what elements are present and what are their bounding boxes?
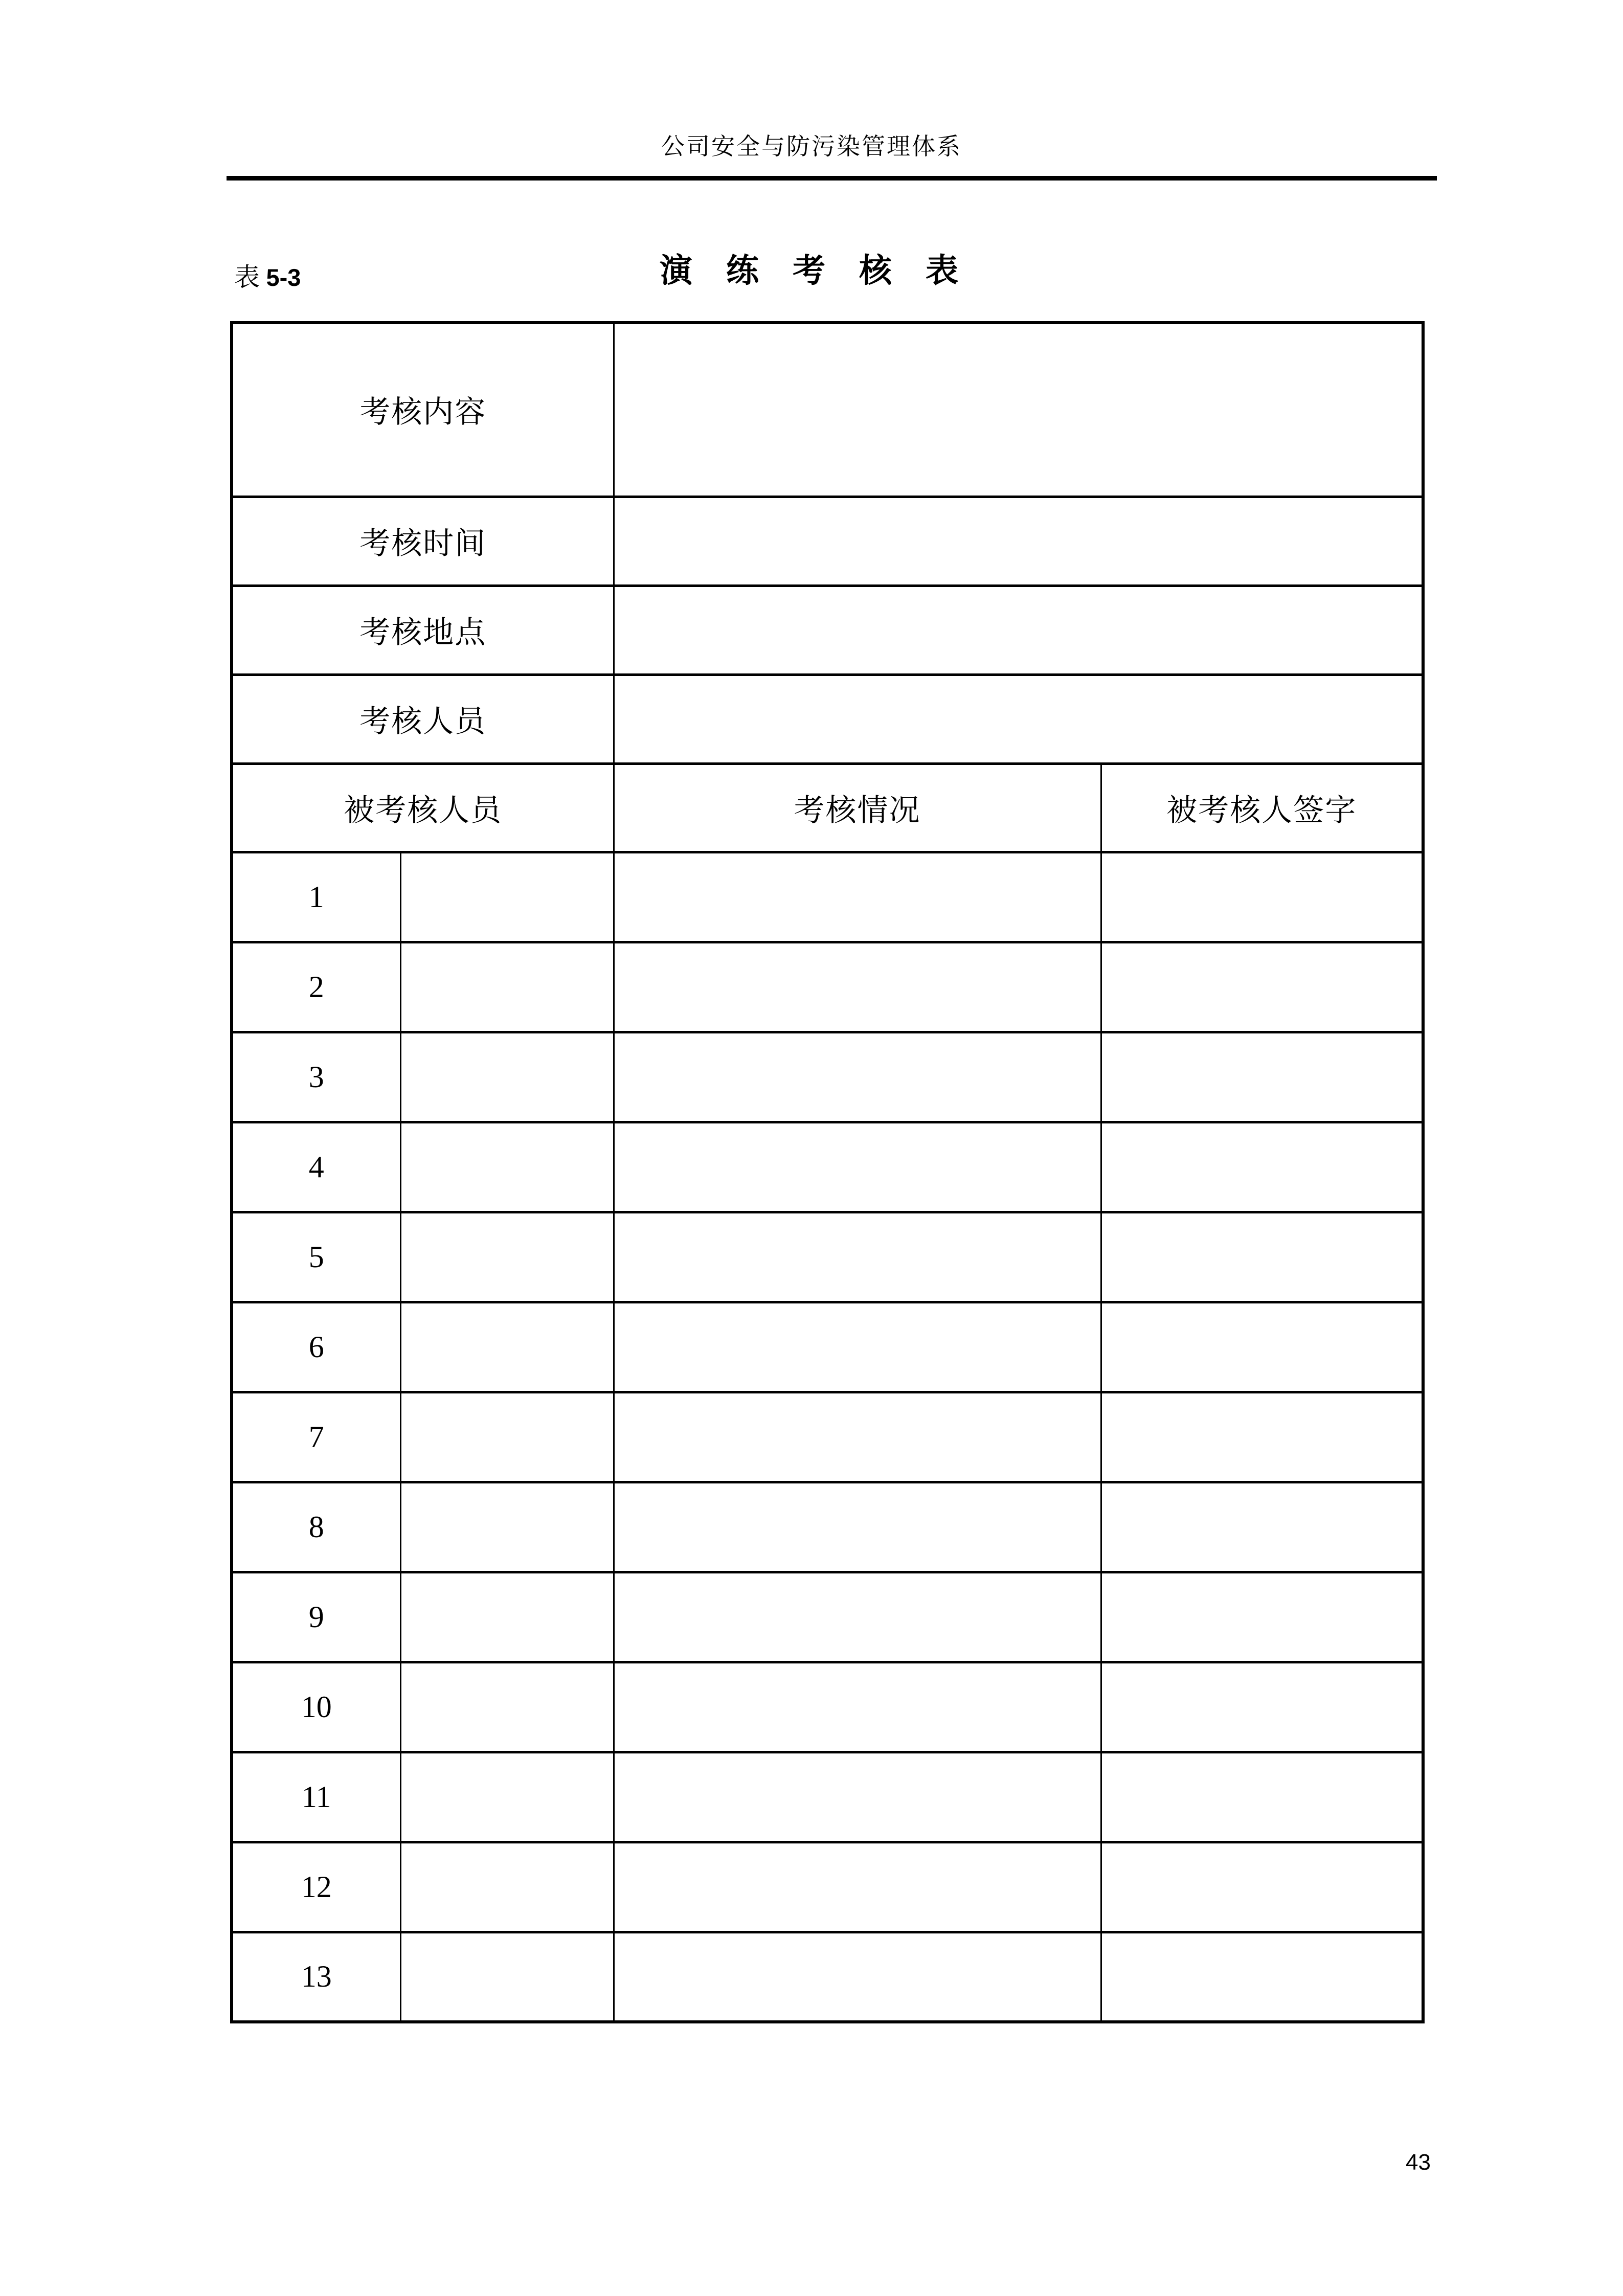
assessment-result-cell	[614, 852, 1101, 942]
assessee-row-number: 6	[232, 1302, 400, 1392]
assessee-name-cell	[400, 1032, 614, 1122]
assessee-signature-cell	[1101, 1662, 1423, 1752]
assessee-signature-cell	[1101, 1752, 1423, 1842]
assessee-row-12	[232, 1842, 1423, 1932]
assessee-name-cell	[400, 1302, 614, 1392]
assessee-row-number: 12	[232, 1842, 400, 1932]
table-title: 演 练 考 核 表	[660, 253, 963, 289]
field-row-assessors	[232, 674, 1423, 763]
field-row-content	[232, 323, 1423, 497]
assessee-signature-cell	[1101, 1392, 1423, 1482]
table-caption-prefix: 表	[234, 263, 260, 291]
assessee-row-10	[232, 1662, 1423, 1752]
assessee-name-cell	[400, 1932, 614, 2022]
assessee-row-number: 3	[232, 1032, 400, 1122]
field-value-content	[614, 323, 1423, 497]
column-header-result: 考核情况	[614, 763, 1101, 852]
assessee-row-number: 8	[232, 1482, 400, 1572]
page-number: 43	[1406, 2150, 1431, 2175]
assessment-result-cell	[614, 1032, 1101, 1122]
assessee-row-11	[232, 1752, 1423, 1842]
field-label-content: 考核内容	[232, 323, 614, 497]
assessment-result-cell	[614, 1212, 1101, 1302]
assessee-row-2	[232, 942, 1423, 1032]
assessment-result-cell	[614, 1392, 1101, 1482]
assessee-row-8	[232, 1482, 1423, 1572]
assessee-row-3	[232, 1032, 1423, 1122]
field-row-time	[232, 497, 1423, 586]
field-row-location	[232, 586, 1423, 674]
assessee-signature-cell	[1101, 1842, 1423, 1932]
column-header-signature: 被考核人签字	[1101, 763, 1423, 852]
assessment-result-cell	[614, 1662, 1101, 1752]
assessee-name-cell	[400, 942, 614, 1032]
assessee-row-number: 5	[232, 1212, 400, 1302]
assessee-signature-cell	[1101, 1482, 1423, 1572]
document-header-title: 公司安全与防污染管理体系	[661, 133, 962, 160]
assessee-name-cell	[400, 1392, 614, 1482]
assessment-result-cell	[614, 1842, 1101, 1932]
assessment-result-cell	[614, 1752, 1101, 1842]
assessee-name-cell	[400, 1662, 614, 1752]
field-label-time: 考核时间	[232, 497, 614, 586]
assessment-result-cell	[614, 1302, 1101, 1392]
assessee-name-cell	[400, 852, 614, 942]
assessee-signature-cell	[1101, 1122, 1423, 1212]
assessee-row-5	[232, 1212, 1423, 1302]
column-header-assessee: 被考核人员	[232, 763, 614, 852]
document-header	[0, 128, 1623, 162]
assessee-name-cell	[400, 1482, 614, 1572]
field-label-location: 考核地点	[232, 586, 614, 674]
assessee-row-7	[232, 1392, 1423, 1482]
assessee-signature-cell	[1101, 1212, 1423, 1302]
assessee-row-number: 4	[232, 1122, 400, 1212]
assessee-row-1	[232, 852, 1423, 942]
assessee-row-6	[232, 1302, 1423, 1392]
assessee-row-number: 7	[232, 1392, 400, 1482]
table-caption-number: 5-3	[266, 264, 301, 291]
header-rule	[227, 176, 1437, 181]
assessee-row-13	[232, 1932, 1423, 2022]
assessee-name-cell	[400, 1572, 614, 1662]
assessee-row-9	[232, 1572, 1423, 1662]
assessee-row-number: 1	[232, 852, 400, 942]
assessment-result-cell	[614, 942, 1101, 1032]
assessee-row-4	[232, 1122, 1423, 1212]
assessment-form-table	[230, 321, 1425, 2023]
assessment-result-cell	[614, 1572, 1101, 1662]
assessee-row-number: 10	[232, 1662, 400, 1752]
assessee-signature-cell	[1101, 942, 1423, 1032]
assessee-name-cell	[400, 1752, 614, 1842]
assessee-signature-cell	[1101, 1932, 1423, 2022]
assessee-name-cell	[400, 1212, 614, 1302]
assessee-signature-cell	[1101, 852, 1423, 942]
field-value-assessors	[614, 674, 1423, 763]
assessee-name-cell	[400, 1842, 614, 1932]
assessee-row-number: 2	[232, 942, 400, 1032]
assessment-result-cell	[614, 1932, 1101, 2022]
assessee-signature-cell	[1101, 1572, 1423, 1662]
assessee-row-number: 13	[232, 1932, 400, 2022]
columns-header-row	[232, 763, 1423, 852]
field-label-assessors: 考核人员	[232, 674, 614, 763]
assessee-signature-cell	[1101, 1032, 1423, 1122]
assessee-row-number: 11	[232, 1752, 400, 1842]
field-value-location	[614, 586, 1423, 674]
assessee-signature-cell	[1101, 1302, 1423, 1392]
assessment-result-cell	[614, 1482, 1101, 1572]
assessment-result-cell	[614, 1122, 1101, 1212]
field-value-time	[614, 497, 1423, 586]
assessee-row-number: 9	[232, 1572, 400, 1662]
assessee-name-cell	[400, 1122, 614, 1212]
